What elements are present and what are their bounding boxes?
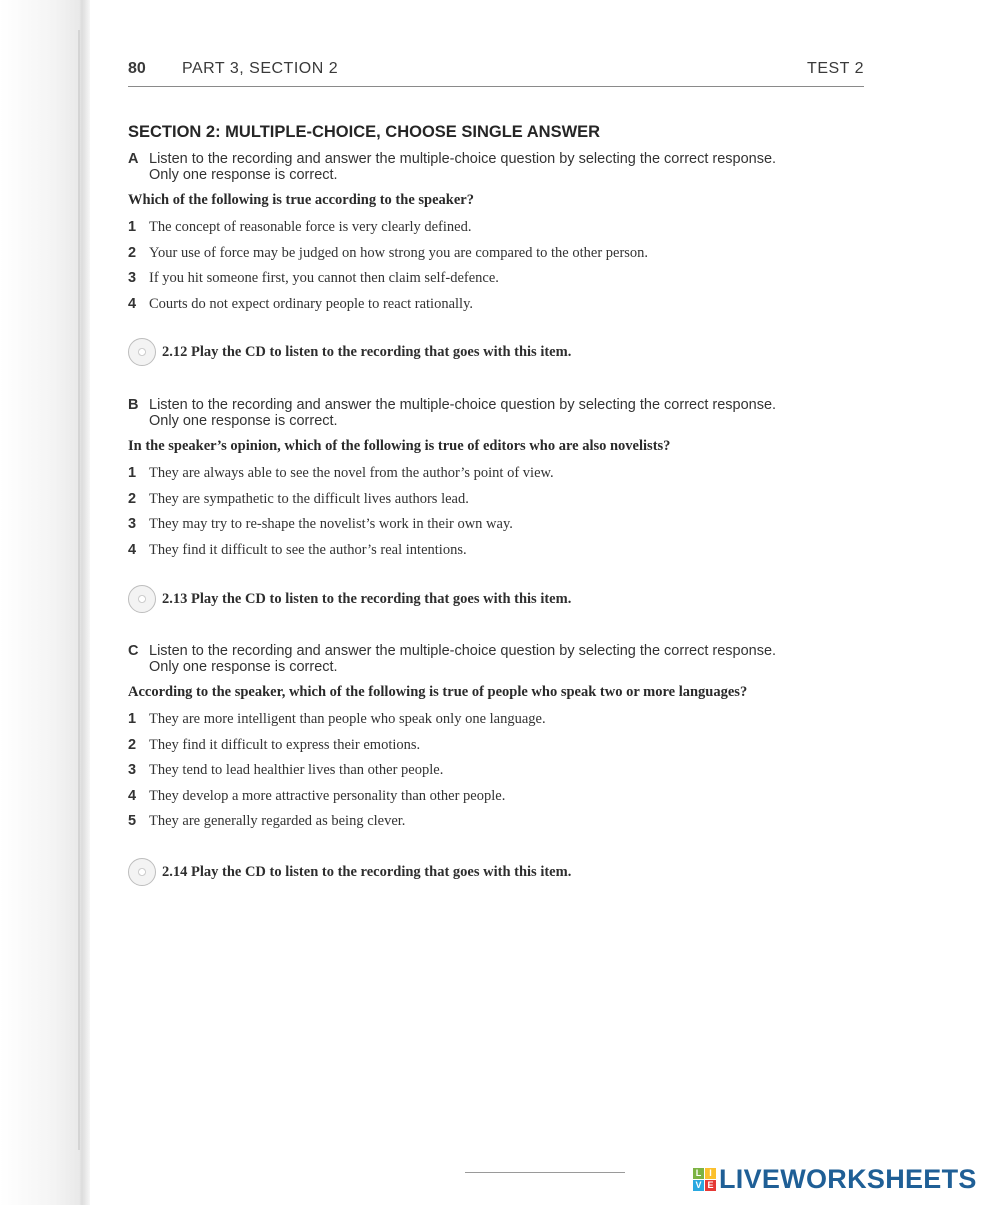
option[interactable] — [128, 811, 868, 837]
option-number: 5 — [128, 813, 137, 829]
question: According to the speaker, which of the following is true of people who speak two or more languages? — [128, 684, 748, 700]
option-text: They are more intelligent than people who speak only one language. — [149, 711, 546, 727]
option-number: 2 — [128, 490, 137, 507]
item-a — [128, 151, 868, 319]
instruction — [128, 151, 868, 183]
option-text: They tend to lead healthier lives than other people. — [149, 762, 444, 778]
option-text: They find it difficult to express their emotions. — [149, 736, 421, 753]
footer-rule — [465, 1172, 625, 1173]
instruction-line: Listen to the recording and answer the multiple-choice question by selecting the correct response. — [149, 397, 777, 413]
option-text: They are sympathetic to the difficult lives authors lead. — [149, 490, 469, 507]
option-number: 3 — [128, 516, 137, 532]
option-text: They may try to re-shape the novelist’s work in their own way. — [149, 516, 513, 532]
option[interactable] — [128, 217, 868, 243]
option-text: If you hit someone first, you cannot then claim self-defence. — [149, 270, 499, 286]
logo-tile: I — [705, 1168, 716, 1179]
cd-icon[interactable] — [128, 585, 156, 613]
option-number: 4 — [128, 787, 137, 804]
option-text: The concept of reasonable force is very clearly defined. — [149, 219, 472, 235]
instruction — [128, 397, 868, 429]
header-rule — [128, 86, 864, 87]
section-title: SECTION 2: MULTIPLE-CHOICE, CHOOSE SINGLE ANSWER — [128, 123, 601, 141]
option-number: 2 — [128, 736, 137, 753]
option-text: They develop a more attractive personality than other people. — [149, 787, 506, 804]
scan-fold-line — [78, 30, 80, 1150]
option-number: 4 — [128, 541, 137, 558]
option-list — [128, 217, 868, 319]
option[interactable] — [128, 463, 868, 489]
cd-text: 2.12 Play the CD to listen to the recording that goes with this item. — [162, 343, 572, 360]
cd-text: 2.14 Play the CD to listen to the recording that goes with this item. — [162, 863, 572, 880]
option-number: 1 — [128, 465, 137, 481]
scan-shadow — [0, 0, 90, 1205]
option[interactable] — [128, 709, 868, 735]
cd-prompt[interactable] — [128, 584, 571, 614]
option-list — [128, 463, 868, 565]
option-list — [128, 709, 868, 837]
option-number: 4 — [128, 295, 137, 312]
option[interactable] — [128, 294, 868, 320]
liveworksheets-logo[interactable] — [693, 1163, 977, 1195]
logo-tile: V — [693, 1180, 704, 1191]
logo-tiles-icon — [693, 1168, 716, 1191]
instruction-line: Only one response is correct. — [149, 167, 338, 183]
instruction-line: Only one response is correct. — [149, 659, 338, 675]
logo-tile: L — [693, 1168, 704, 1179]
item-c — [128, 643, 868, 837]
question: Which of the following is true according to the speaker? — [128, 192, 474, 208]
option[interactable] — [128, 514, 868, 540]
option-text: They are always able to see the novel from the author’s point of view. — [149, 465, 554, 481]
test-label: TEST 2 — [807, 60, 864, 77]
item-letter: B — [128, 397, 139, 413]
item-letter: A — [128, 151, 139, 167]
instruction — [128, 643, 868, 675]
page-number: 80 — [128, 60, 146, 77]
option-text: They are generally regarded as being clever. — [149, 813, 406, 829]
instruction-line: Listen to the recording and answer the multiple-choice question by selecting the correct response. — [149, 151, 777, 167]
option-text: They find it difficult to see the author’s real intentions. — [149, 541, 467, 558]
logo-tile: E — [705, 1180, 716, 1191]
option-text: Courts do not expect ordinary people to react rationally. — [149, 295, 473, 312]
option-number: 3 — [128, 762, 137, 778]
option-number: 3 — [128, 270, 137, 286]
logo-wordmark: LIVEWORKSHEETS — [719, 1163, 977, 1194]
cd-text: 2.13 Play the CD to listen to the recording that goes with this item. — [162, 590, 572, 607]
option-number: 1 — [128, 219, 137, 235]
option[interactable] — [128, 489, 868, 515]
option[interactable] — [128, 760, 868, 786]
option[interactable] — [128, 735, 868, 761]
instruction-line: Only one response is correct. — [149, 413, 338, 429]
question: In the speaker’s opinion, which of the following is true of editors who are also novelists? — [128, 438, 671, 454]
part-label: PART 3, SECTION 2 — [182, 60, 339, 77]
item-letter: C — [128, 643, 139, 659]
cd-icon[interactable] — [128, 858, 156, 886]
option[interactable] — [128, 786, 868, 812]
option-text: Your use of force may be judged on how strong you are compared to the other person. — [149, 244, 649, 261]
option-number: 1 — [128, 711, 137, 727]
cd-prompt[interactable] — [128, 857, 571, 887]
item-b — [128, 397, 868, 565]
cd-prompt[interactable] — [128, 337, 571, 367]
option[interactable] — [128, 243, 868, 269]
page-header — [128, 58, 864, 82]
cd-icon[interactable] — [128, 338, 156, 366]
option-number: 2 — [128, 244, 137, 261]
option[interactable] — [128, 268, 868, 294]
instruction-line: Listen to the recording and answer the multiple-choice question by selecting the correct response. — [149, 643, 777, 659]
option[interactable] — [128, 540, 868, 566]
